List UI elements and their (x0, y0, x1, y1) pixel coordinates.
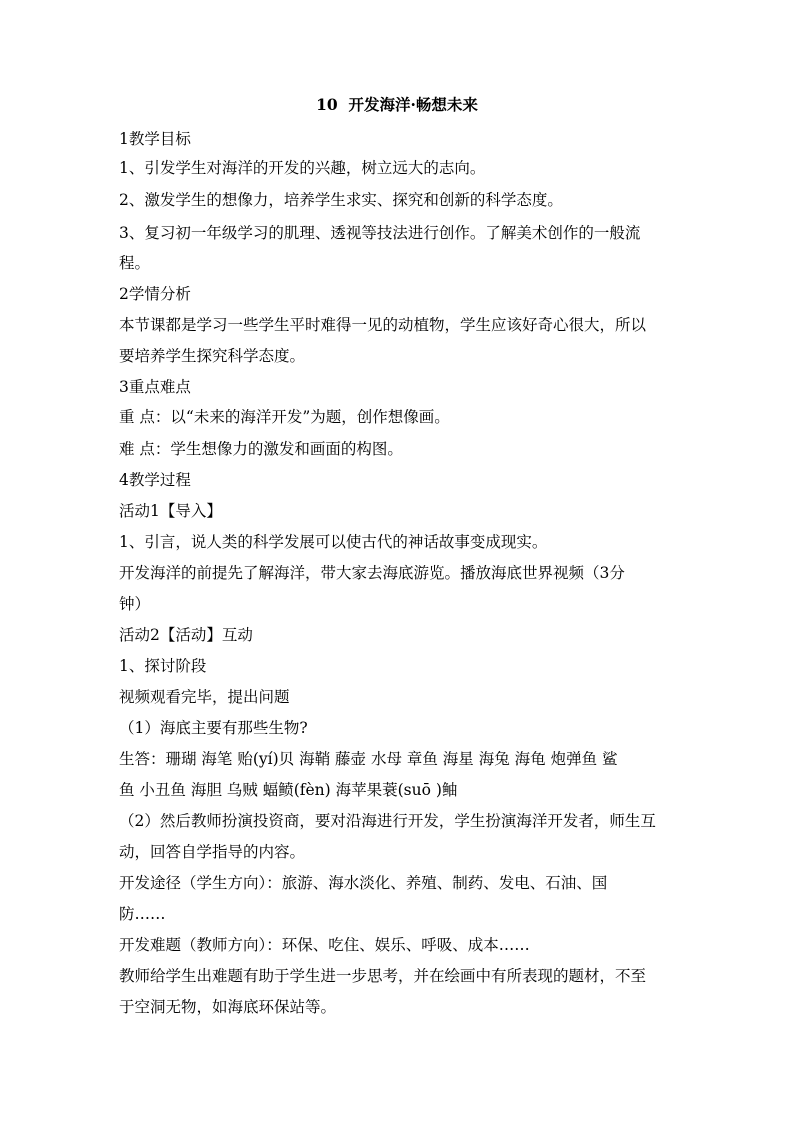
question-2-line-2: 动，回答自学指导的内容。 (119, 843, 306, 861)
section-heading-analysis: 2学情分析 (119, 285, 191, 303)
activity-1-item-1: 1、引言，说人类的科学发展可以使古代的神话故事变成现实。 (119, 533, 548, 551)
development-paths-line-2: 防…… (119, 905, 166, 923)
objective-item-1: 1、引发学生对海洋的开发的兴趣，树立远大的志向。 (119, 159, 486, 177)
development-paths-line-1: 开发途径（学生方向）：旅游、海水淡化、养殖、制药、发电、石油、国 (119, 874, 608, 892)
activity-1-paragraph-line-1: 开发海洋的前提先了解海洋，带大家去海底游览。播放海底世界视频（3分 (119, 564, 625, 582)
objective-item-3: 3、复习初一年级学习的肌理、透视等技法进行创作。了解美术创作的一般流 (119, 224, 641, 242)
activity-2-heading: 活动2【活动】互动 (119, 626, 253, 644)
development-difficulties: 开发难题（教师方向）：环保、吃住、娱乐、呼吸、成本…… (119, 936, 530, 954)
teacher-note-line-2: 于空洞无物，如海底环保站等。 (119, 998, 337, 1016)
teacher-note-line-1: 教师给学生出难题有助于学生进一步思考，并在绘画中有所表现的题材，不至 (119, 967, 647, 985)
activity-1-paragraph-line-2: 钟） (119, 595, 151, 613)
activity-2-paragraph: 视频观看完毕，提出问题 (119, 688, 290, 706)
objective-item-3-cont: 程。 (119, 254, 151, 272)
key-point-focus: 重 点：以“未来的海洋开发”为题，创作想像画。 (119, 408, 450, 426)
activity-2-item-1: 1、探讨阶段 (119, 657, 207, 675)
activity-1-heading: 活动1【导入】 (119, 502, 222, 520)
question-1: （1）海底主要有那些生物? (119, 719, 308, 737)
section-heading-key-points: 3重点难点 (119, 378, 191, 396)
section-heading-process: 4教学过程 (119, 471, 191, 489)
section-heading-objectives: 1教学目标 (119, 130, 191, 148)
answer-line-1: 生答：珊瑚 海笔 贻(yí)贝 海鞘 藤壶 水母 章鱼 海星 海兔 海龟 炮弹鱼 鲨 (119, 750, 618, 768)
objective-item-2: 2、激发学生的想像力，培养学生求实、探究和创新的科学态度。 (119, 191, 563, 209)
question-2-line-1: （2）然后教师扮演投资商，要对沿海进行开发，学生扮演海洋开发者，师生互 (119, 812, 656, 830)
analysis-paragraph-line-2: 要培养学生探究科学态度。 (119, 347, 306, 365)
analysis-paragraph-line-1: 本节课都是学习一些学生平时难得一见的动植物，学生应该好奇心很大，所以 (119, 316, 647, 334)
answer-line-2: 鱼 小丑鱼 海胆 乌贼 蝠鲼(fèn) 海苹果蓑(suō )鲉 (119, 781, 458, 799)
document-title: 10 开发海洋·畅想未来 (316, 95, 478, 114)
key-point-difficulty: 难 点：学生想像力的激发和画面的构图。 (119, 440, 403, 458)
